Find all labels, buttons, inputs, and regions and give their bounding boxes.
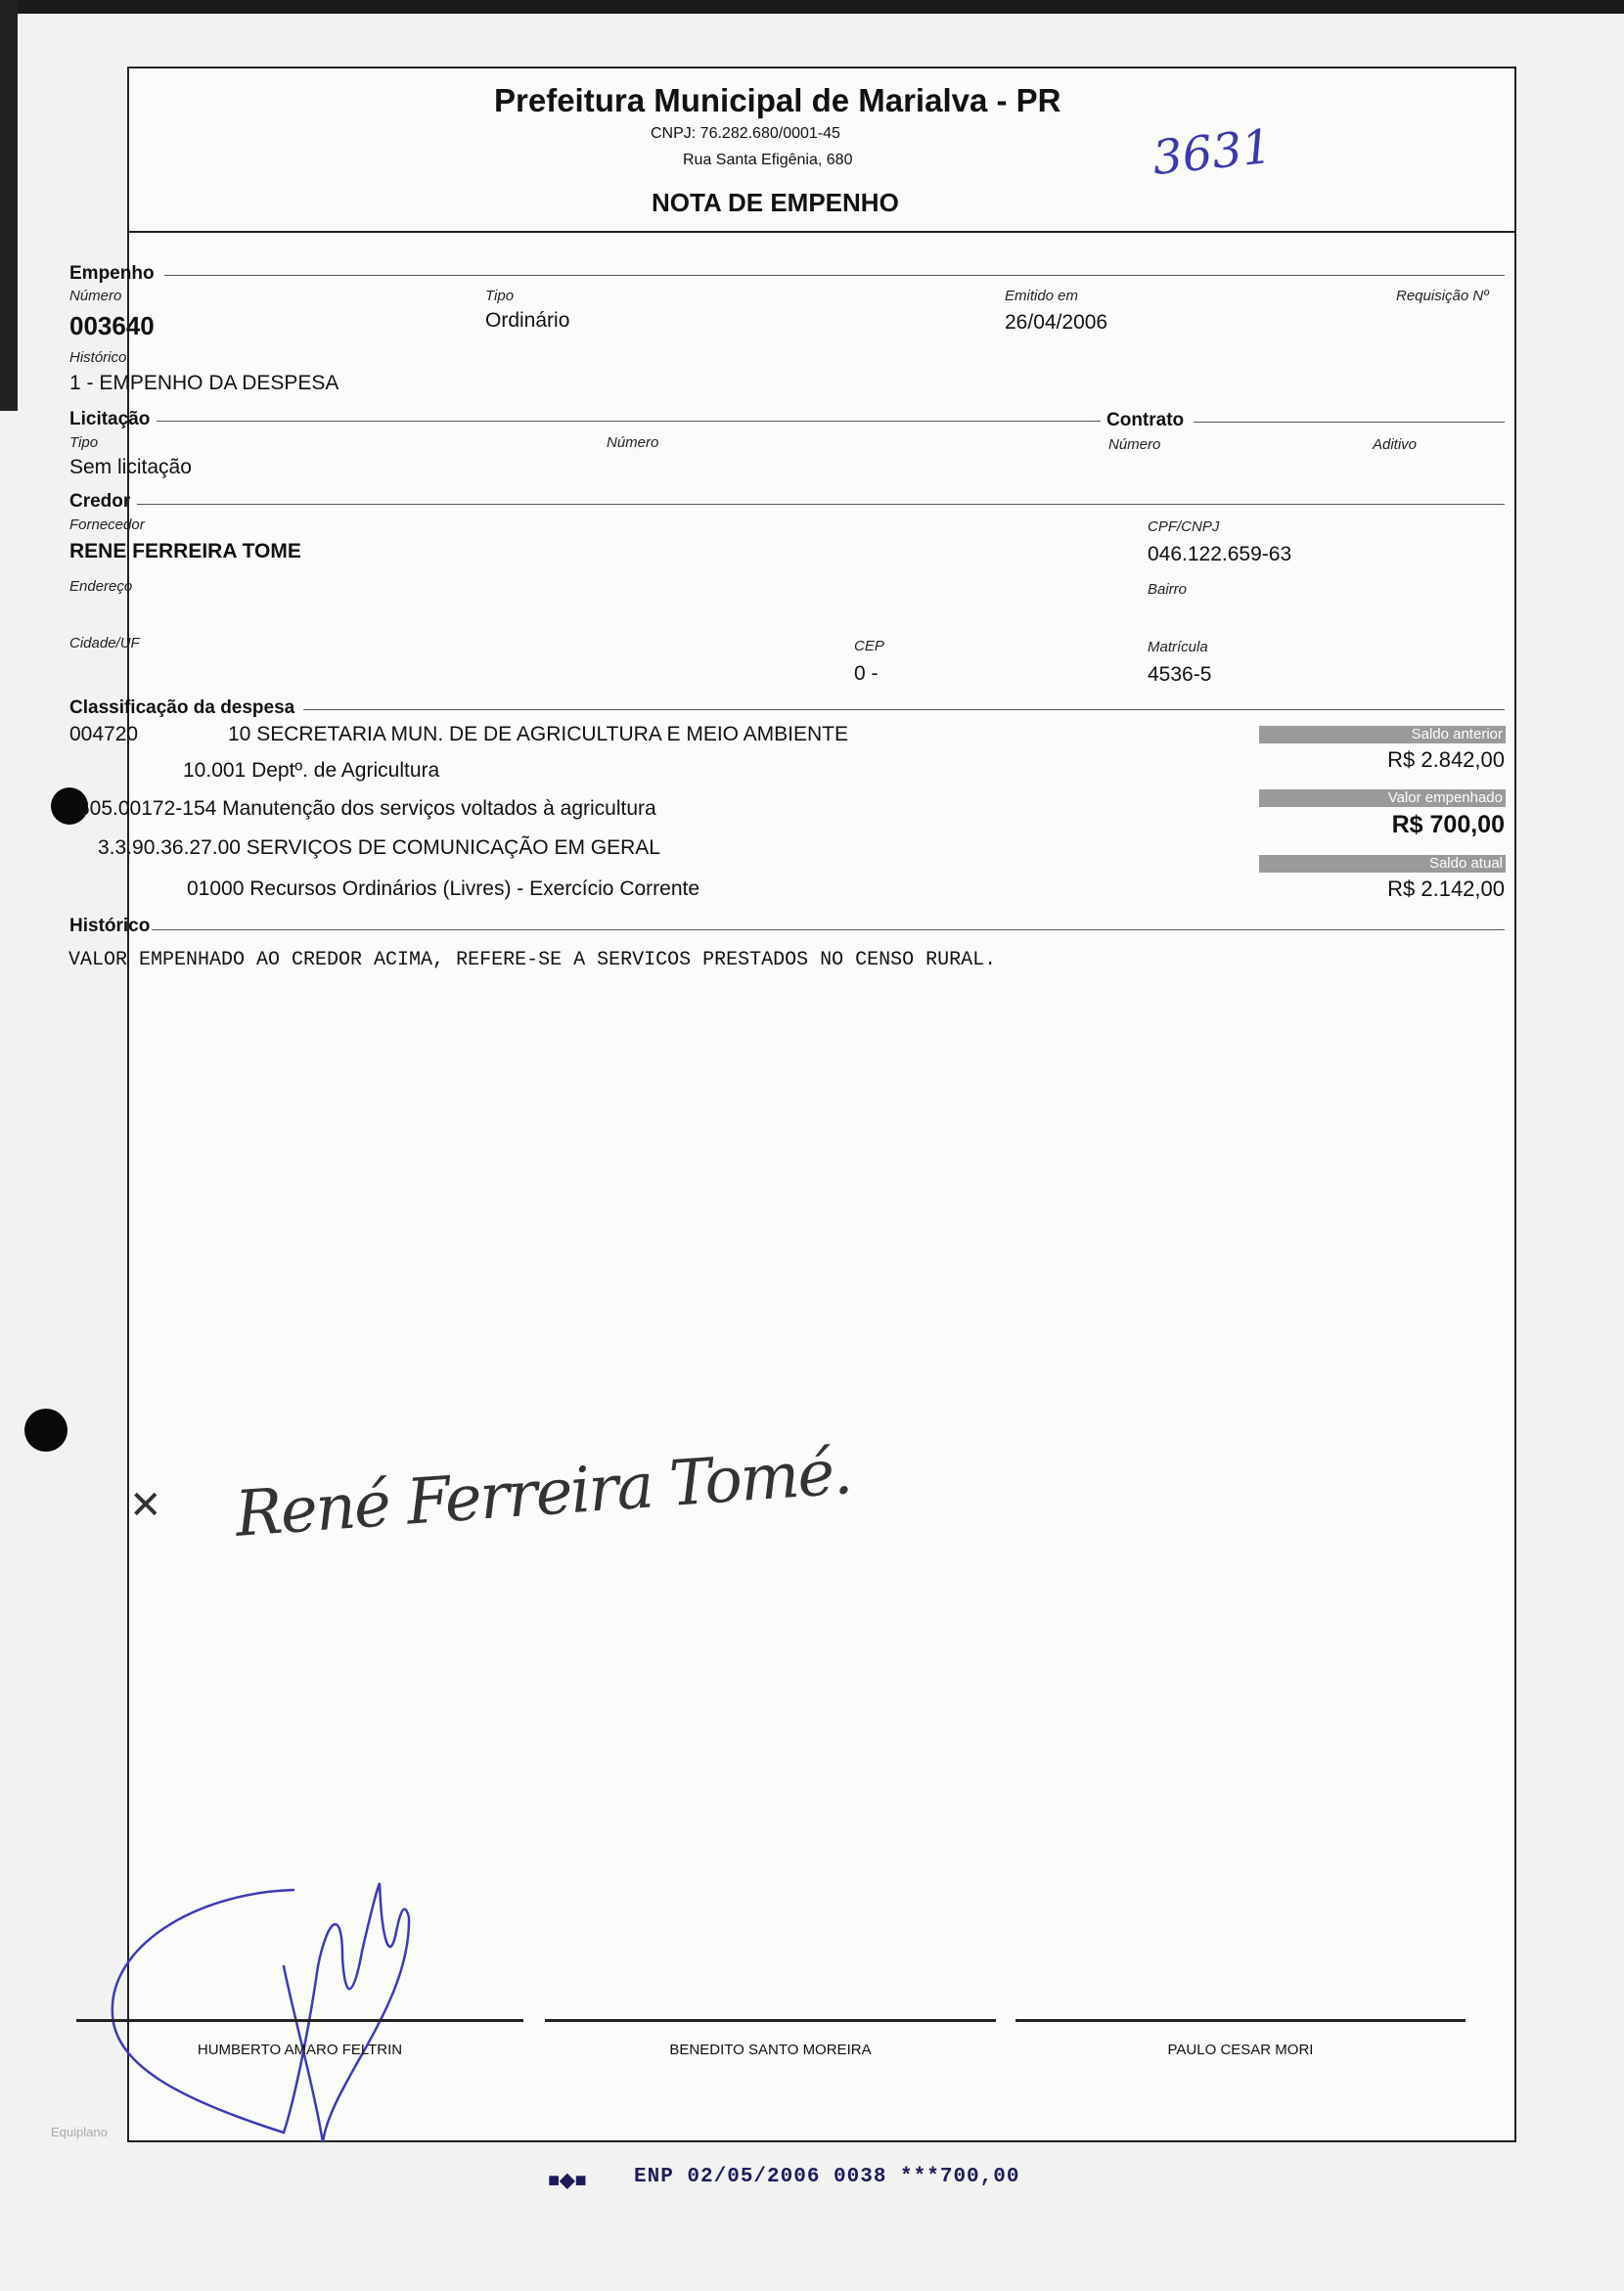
classificacao-elemento: 3.3.90.36.27.00 SERVIÇOS DE COMUNICAÇÃO EM GERAL (98, 836, 660, 859)
signature-mark: ✕ (129, 1484, 162, 1527)
aditivo-label: Aditivo (1373, 436, 1418, 453)
valor-empenhado-label: Valor empenhado (1259, 789, 1506, 807)
signatario-1: HUMBERTO AMARO FELTRIN (197, 2042, 403, 2058)
historico-value: 1 - EMPENHO DA DESPESA (69, 372, 339, 394)
requisicao-label: Requisição Nº (1396, 288, 1489, 304)
section-historico: Histórico (69, 916, 151, 936)
matricula-label: Matrícula (1148, 639, 1208, 655)
tipo-value: Ordinário (485, 309, 570, 332)
signatario-3: PAULO CESAR MORI (1167, 2042, 1314, 2058)
cep-value: 0 - (854, 662, 879, 685)
classificacao-unidade: 10.001 Deptº. de Agricultura (183, 759, 440, 782)
signature-line-3 (1015, 2019, 1466, 2022)
bairro-label: Bairro (1148, 581, 1188, 598)
creditor-signature: René Ferreira Tomé. (233, 1436, 853, 1551)
emitido-value: 26/04/2006 (1005, 311, 1108, 334)
classificacao-orgao: 10 SECRETARIA MUN. DE DE AGRICULTURA E MEIO AMBIENTE (228, 723, 849, 745)
doc-title: NOTA DE EMPENHO (652, 188, 899, 217)
saldo-anterior-label: Saldo anterior (1259, 726, 1506, 743)
licitacao-tipo-value: Sem licitação (69, 456, 192, 478)
numero-label: Número (69, 288, 122, 304)
cidade-label: Cidade/UF (69, 635, 140, 651)
licitacao-tipo-label: Tipo (69, 434, 99, 451)
contrato-numero-label: Número (1108, 436, 1161, 453)
valor-empenhado-value: R$ 700,00 (1391, 811, 1505, 838)
address: Rua Santa Efigênia, 680 (683, 152, 853, 168)
saldo-atual-value: R$ 2.142,00 (1387, 876, 1505, 901)
classificacao-recurso: 01000 Recursos Ordinários (Livres) - Exercício Corrente (187, 877, 700, 900)
endereco-label: Endereço (69, 578, 133, 595)
signature-line-2 (545, 2019, 996, 2022)
cnpj: CNPJ: 76.282.680/0001-45 (651, 125, 840, 142)
section-empenho: Empenho (69, 263, 155, 284)
signatario-2: BENEDITO SANTO MOREIRA (669, 2042, 872, 2058)
cep-label: CEP (854, 638, 884, 654)
classificacao-projeto: 605.00172-154 Manutenção dos serviços voltados à agricultura (78, 797, 656, 820)
historico-label: Histórico (69, 349, 127, 366)
licitacao-numero-label: Número (607, 434, 659, 451)
cpf-value: 046.122.659-63 (1148, 543, 1292, 565)
bank-stamp: ENP 02/05/2006 0038 ***700,00 (634, 2166, 1020, 2188)
emitido-label: Emitido em (1005, 288, 1079, 304)
section-classificacao: Classificação da despesa (69, 697, 295, 718)
fornecedor-value: RENE FERREIRA TOME (69, 540, 301, 562)
cpf-label: CPF/CNPJ (1148, 518, 1220, 535)
numero-value: 003640 (69, 311, 155, 340)
footer-small-label: Equiplano (51, 2125, 108, 2139)
signature-line-1 (76, 2019, 523, 2022)
saldo-anterior-value: R$ 2.842,00 (1387, 747, 1505, 772)
stamp-logo: ■◆■ (548, 2170, 587, 2191)
classificacao-codigo: 004720 (69, 723, 139, 745)
page-title: Prefeitura Municipal de Marialva - PR (494, 82, 1061, 118)
historico-texto: VALOR EMPENHADO AO CREDOR ACIMA, REFERE-SE A SERVICOS PRESTADOS NO CENSO RURAL. (68, 949, 997, 971)
saldo-atual-label: Saldo atual (1259, 855, 1506, 873)
handwritten-number: 3631 (1150, 118, 1275, 187)
fornecedor-label: Fornecedor (69, 517, 145, 533)
section-contrato: Contrato (1106, 410, 1185, 430)
section-licitacao: Licitação (69, 409, 151, 429)
section-credor: Credor (69, 491, 131, 512)
matricula-value: 4536-5 (1148, 663, 1212, 686)
tipo-label: Tipo (485, 288, 515, 304)
